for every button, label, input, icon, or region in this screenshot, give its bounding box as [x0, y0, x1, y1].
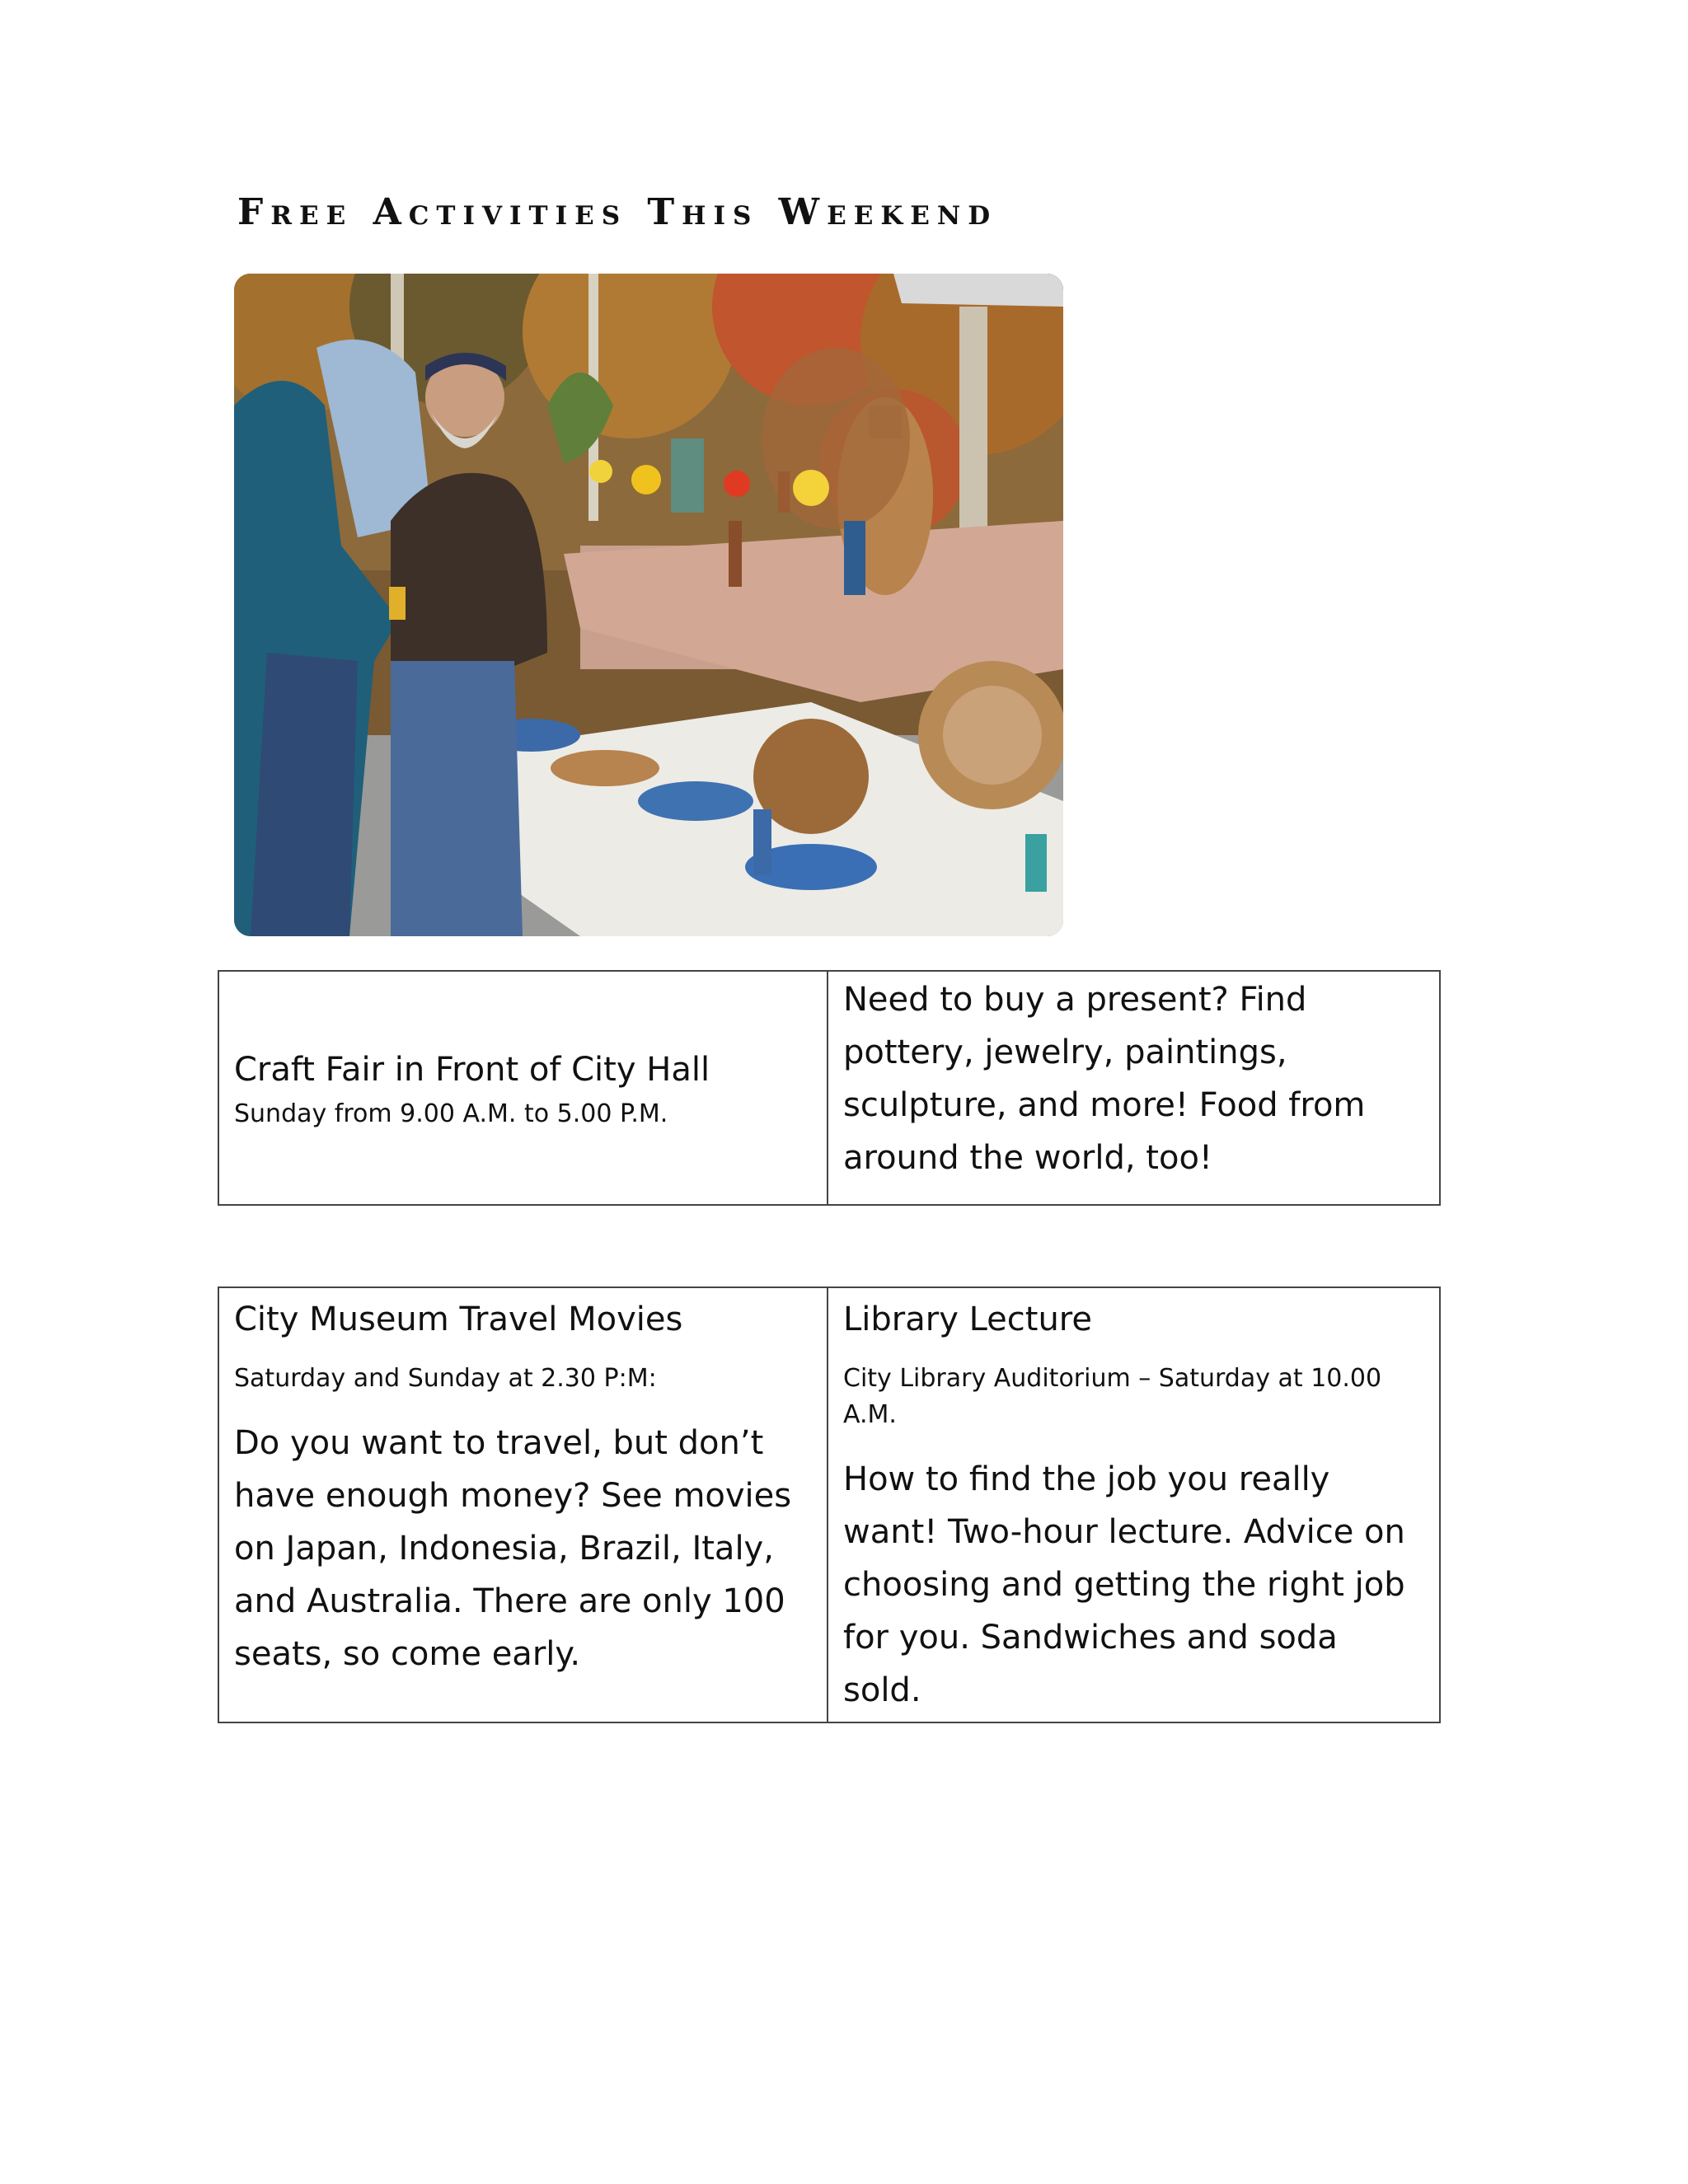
- museum-event-cell: [218, 1287, 828, 1722]
- craft-fair-info-cell: [218, 971, 828, 1205]
- craft-fair-table: [218, 970, 1441, 1206]
- craft-fair-description: Need to buy a present? Find pottery, jewelry, paintings, sculpture, and more! Food from around the world, too!: [843, 981, 1366, 1177]
- museum-time: Saturday and Sunday at 2.30 P:M:: [234, 1364, 657, 1393]
- craft-fair-title: Craft Fair in Front of City Hall: [234, 1051, 710, 1089]
- craft-fair-description-cell: [828, 971, 1440, 1205]
- museum-description: Do you want to travel, but don’t have enough money? See movies on Japan, Indonesia, Brazil, Italy, and Australia. There are only 100 seats, so come early.: [234, 1424, 792, 1673]
- library-event-cell: [828, 1287, 1440, 1722]
- page-title: Free Activities This Weekend: [237, 191, 998, 233]
- library-title: Library Lecture: [843, 1301, 1092, 1338]
- craft-fair-time: Sunday from 9.00 A.M. to 5.00 P.M.: [234, 1099, 668, 1128]
- events-table: [218, 1286, 1441, 1723]
- craft-fair-photo-illustration: [234, 274, 1063, 936]
- library-time: City Library Auditorium – Saturday at 10.00 A.M.: [843, 1364, 1382, 1429]
- craft-fair-photo: [234, 274, 1063, 936]
- museum-title: City Museum Travel Movies: [234, 1301, 683, 1338]
- library-description: How to find the job you really want! Two-hour lecture. Advice on choosing and getting the right job for you. Sandwiches and soda sold.: [843, 1460, 1405, 1709]
